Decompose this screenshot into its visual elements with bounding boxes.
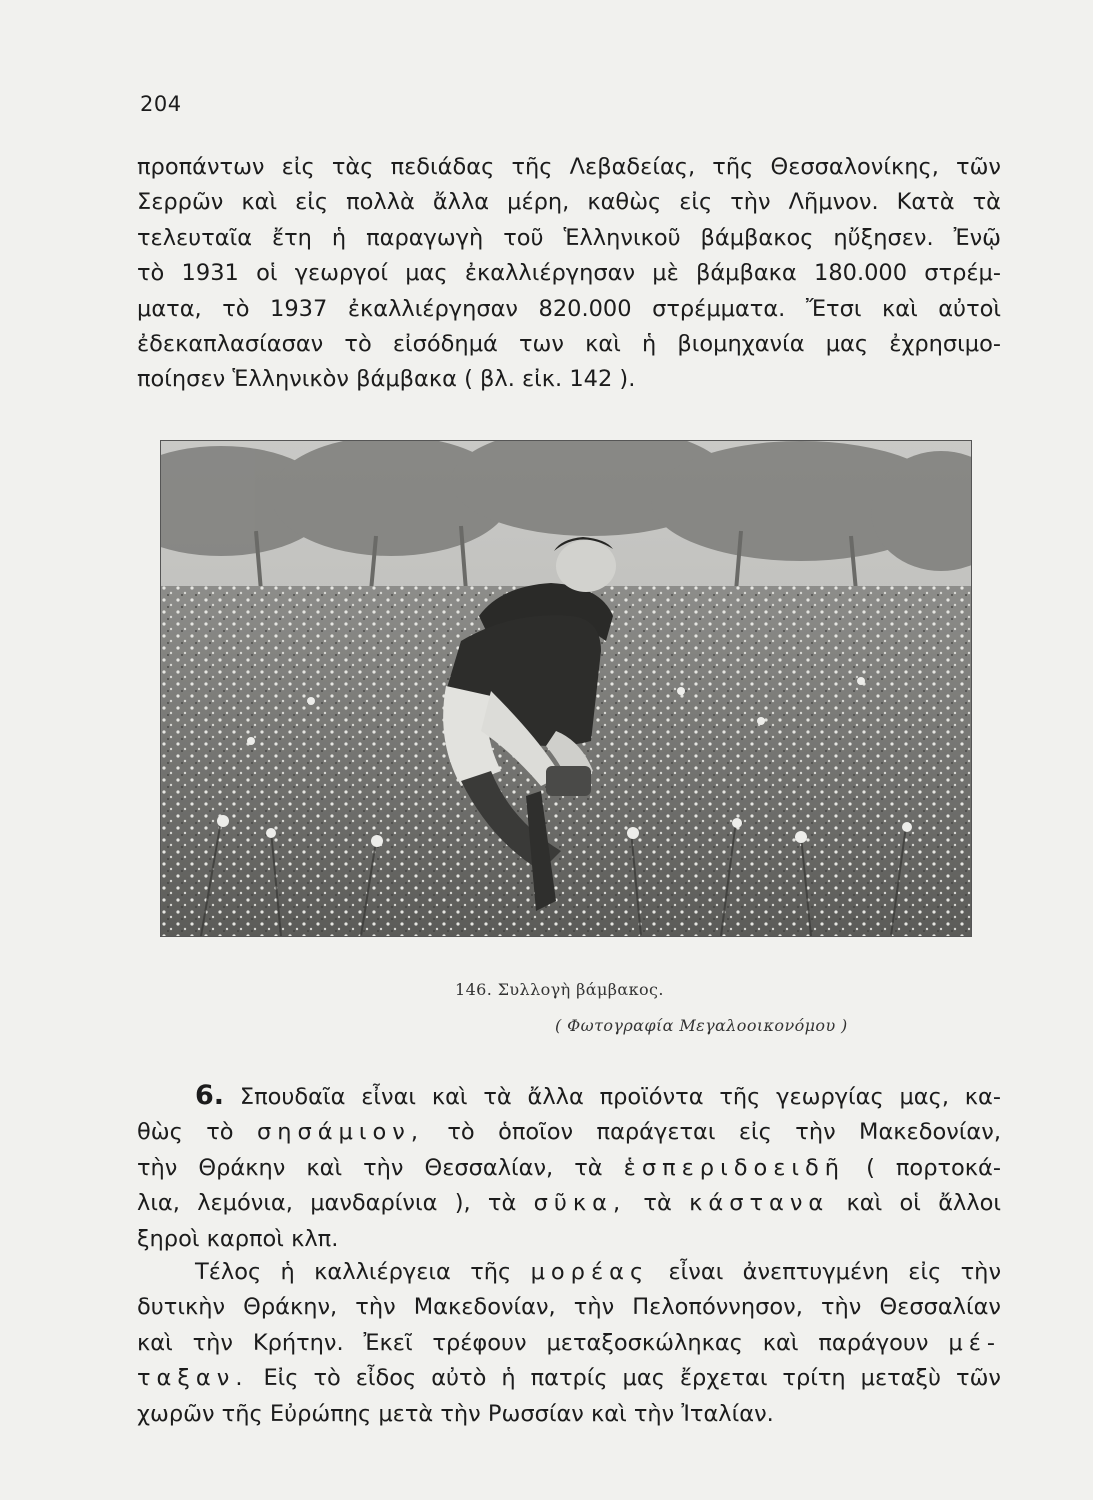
text-line: προπάντων εἰς τὰς πεδιάδας τῆς Λεβαδείας, τῆς Θεσσαλονίκης, τῶν <box>137 154 1001 180</box>
text-segment: λια, λεμόνια, μανδαρίνια ), τὰ <box>137 1190 517 1217</box>
text-line <box>137 1361 1001 1396</box>
text-line <box>137 1078 1001 1115</box>
text-segment: ( πορτοκά- <box>866 1154 1002 1181</box>
text-segment: καὶ οἱ ἄλλοι <box>846 1190 1002 1217</box>
text-line: χωρῶν τῆς Εὐρώπης μετὰ τὴν Ρωσσίαν καὶ τὴν Ἰταλίαν. <box>137 1400 774 1427</box>
text-line <box>137 1186 1001 1221</box>
text-line: τελευταῖα ἔτη ἡ παραγωγὴ τοῦ Ἑλληνικοῦ βάμβακος ηὔξησεν. Ἐνῷ <box>137 224 1001 251</box>
text-line: Σερρῶν καὶ εἰς πολλὰ ἄλλα μέρη, καθὼς εἰς τὴν Λῆμνον. Κατὰ τὰ <box>137 189 1001 216</box>
text-segment: Τέλος ἡ καλλιέργεια τῆς <box>195 1259 512 1285</box>
page-number: 204 <box>140 92 182 116</box>
paragraph-products <box>137 1078 1001 1257</box>
figure-caption: 146. Συλλογὴ βάμβακος. <box>455 980 664 999</box>
emphasized-term: ἑσπεριδοειδῆ <box>623 1154 846 1181</box>
emphasized-term: σησάμιον, <box>256 1119 424 1146</box>
text-line <box>137 1115 1001 1150</box>
photo-cotton-harvest <box>160 440 972 937</box>
text-segment: τὴν Θράκην καὶ τὴν Θεσσαλίαν, τὰ <box>137 1154 603 1181</box>
emphasized-term: σῦκα, <box>533 1190 627 1217</box>
text-line <box>137 1326 1001 1361</box>
text-segment: Εἰς τὸ εἶδος αὐτὸ ἡ πατρίς μας ἔρχεται τρίτη μεταξὺ τῶν <box>263 1365 1001 1392</box>
text-segment: τὸ ὁποῖον παράγεται εἰς τὴν Μακεδονίαν, <box>447 1119 1001 1146</box>
emphasized-term: κάστανα <box>689 1190 830 1217</box>
text-line <box>137 1151 1001 1186</box>
text-line: ματα, τὸ 1937 ἐκαλλιέργησαν 820.000 στρέμματα. Ἔτσι καὶ αὐτοὶ <box>137 295 1001 322</box>
text-segment: καὶ τὴν Κρήτην. Ἐκεῖ τρέφουν μεταξοσκώληκας καὶ παράγουν <box>137 1329 929 1356</box>
text-line: ποίησεν Ἑλληνικὸν βάμβακα ( βλ. εἰκ. 142 ). <box>137 366 636 393</box>
text-line: ξηροὶ καρποὶ κλπ. <box>137 1225 339 1252</box>
text-segment: εἶναι ἀνεπτυγμένη εἰς τὴν <box>668 1259 1002 1285</box>
text-segment: τὰ <box>643 1190 672 1217</box>
figure-credit: ( Φωτογραφία Μεγαλοοικονόμου ) <box>555 1016 848 1035</box>
emphasized-term: μορέας <box>530 1259 650 1285</box>
text-segment: Σπουδαῖα εἶναι καὶ τὰ ἄλλα προϊόντα τῆς γεωργίας μας, κα- <box>239 1084 1002 1110</box>
text-line: ἐδεκαπλασίασαν τὸ εἰσόδημά των καὶ ἡ βιομηχανία μας ἐχρησιμο- <box>137 331 1001 358</box>
emphasized-term: ταξαν. <box>137 1365 249 1392</box>
photo-illustration <box>161 441 971 936</box>
paragraph-silk <box>137 1255 1001 1432</box>
text-line: τὸ 1931 οἱ γεωργοί μας ἐκαλλιέργησαν μὲ βάμβακα 180.000 στρέμ- <box>137 260 1001 287</box>
paragraph-cotton <box>137 150 1001 398</box>
text-segment: θὼς τὸ <box>137 1119 234 1146</box>
text-line: δυτικὴν Θράκην, τὴν Μακεδονίαν, τὴν Πελοπόννησον, τὴν Θεσσαλίαν <box>137 1294 1001 1321</box>
emphasized-term: μέ- <box>948 1329 1001 1356</box>
section-number: 6. <box>195 1080 225 1111</box>
text-line <box>137 1255 1001 1290</box>
